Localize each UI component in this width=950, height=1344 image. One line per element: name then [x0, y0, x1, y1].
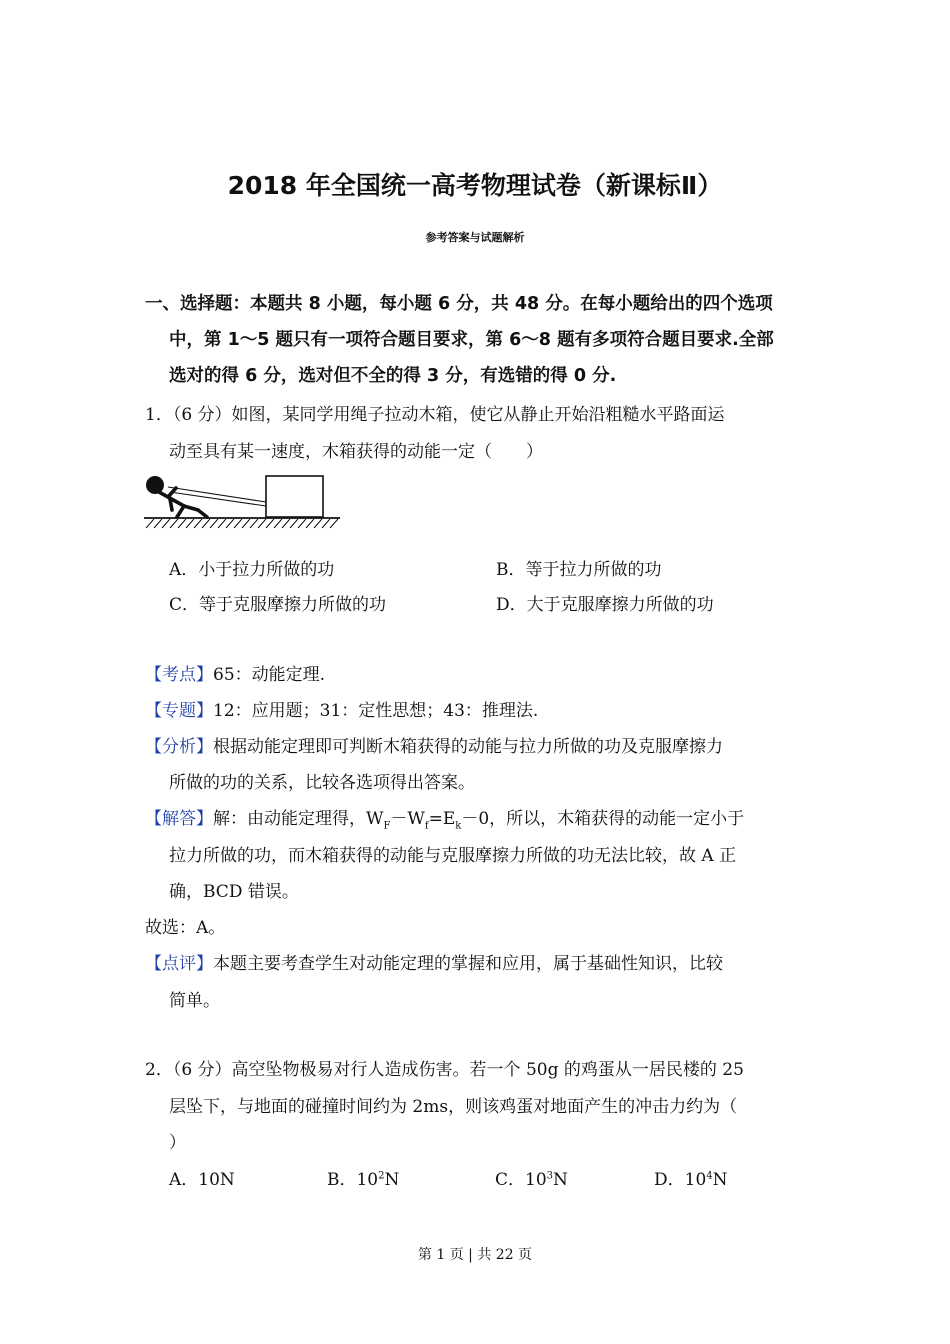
zhuanti-tag: 【专题】	[145, 701, 213, 721]
q2-option-b-base: B．10	[327, 1170, 379, 1190]
zhuanti-text: 12：应用题；31：定性思想；43：推理法.	[213, 701, 539, 721]
q1-answer: 故选：A。	[145, 918, 226, 938]
jieda-text-1g: －0，所以，木箱获得的动能一定小于	[461, 809, 745, 829]
jieda-text-1a: 解：由动能定理得，W	[213, 809, 384, 829]
q2-option-c-exp: 3	[546, 1170, 554, 1182]
dianping-tag: 【点评】	[145, 954, 213, 974]
q1-zhuanti	[145, 696, 538, 721]
q1-stem-line-2: 动至具有某一速度，木箱获得的动能一定（ ）	[169, 442, 543, 462]
kaodian-tag: 【考点】	[145, 665, 213, 685]
q1-fenxi-line-2: 所做的功的关系，比较各选项得出答案。	[169, 773, 475, 793]
document-subtitle: 参考答案与试题解析	[425, 231, 525, 244]
q1-figure-person-pulling-box	[140, 470, 344, 532]
q2-stem-line-1: 2．（6 分）高空坠物极易对行人造成伤害。若一个 50g 的鸡蛋从一居民楼的 25	[145, 1060, 744, 1080]
section-intro-line-3: 选对的得 6 分，选对但不全的得 3 分，有选错的得 0 分.	[169, 366, 617, 386]
wooden-box	[266, 476, 323, 517]
q2-option-d-unit: N	[712, 1170, 728, 1190]
q1-option-b: B．等于拉力所做的功	[496, 560, 662, 580]
jieda-text-1e: =E	[428, 809, 456, 829]
q1-jieda	[145, 804, 744, 831]
document-title: 2018 年全国统一高考物理试卷（新课标Ⅱ）	[227, 171, 723, 200]
q1-dianping	[145, 949, 723, 974]
q2-option-b-unit: N	[384, 1170, 400, 1190]
page-footer: 第 1 页 | 共 22 页	[417, 1247, 533, 1263]
q2-option-b-exp: 2	[378, 1170, 385, 1182]
q2-option-a: A．10N	[169, 1170, 235, 1190]
jieda-sub-k: k	[455, 820, 462, 832]
q1-option-a: A．小于拉力所做的功	[169, 560, 335, 580]
q2-option-b	[327, 1165, 399, 1190]
section-intro-line-1: 一、选择题：本题共 8 小题，每小题 6 分，共 48 分。在每小题给出的四个选项	[145, 294, 773, 314]
q1-jieda-line-2: 拉力所做的功，而木箱获得的动能与克服摩擦力所做的功无法比较，故 A 正	[169, 846, 737, 866]
q2-option-d-exp: 4	[706, 1170, 713, 1182]
q1-option-c: C．等于克服摩擦力所做的功	[169, 595, 387, 615]
q1-jieda-line-3: 确，BCD 错误。	[169, 882, 299, 902]
jieda-text-1c: －W	[390, 809, 425, 829]
rope	[168, 487, 266, 502]
q1-dianping-line-2: 简单。	[169, 991, 220, 1011]
stick-figure-head	[146, 476, 164, 494]
jieda-tag: 【解答】	[145, 809, 213, 829]
q1-fenxi	[145, 732, 723, 757]
fenxi-text-1: 根据动能定理即可判断木箱获得的动能与拉力所做的功及克服摩擦力	[213, 737, 723, 757]
q2-stem-line-2: 层坠下，与地面的碰撞时间约为 2ms，则该鸡蛋对地面产生的冲击力约为（	[169, 1097, 738, 1117]
q2-option-c	[495, 1165, 568, 1190]
q1-stem-line-1: 1．（6 分）如图，某同学用绳子拉动木箱，使它从静止开始沿粗糙水平路面运	[145, 405, 725, 425]
dianping-text-1: 本题主要考查学生对动能定理的掌握和应用，属于基础性知识，比较	[213, 954, 723, 974]
kaodian-text: 65：动能定理.	[213, 665, 326, 685]
fenxi-tag: 【分析】	[145, 737, 213, 757]
jieda-sub-f-lower: f	[424, 820, 429, 832]
q2-option-d	[654, 1165, 728, 1190]
jieda-sub-f: F	[383, 820, 391, 832]
q2-option-c-base: C．10	[495, 1170, 547, 1190]
ground-hatch	[146, 519, 338, 528]
q1-kaodian	[145, 660, 325, 685]
section-intro-line-2: 中，第 1～5 题只有一项符合题目要求，第 6～8 题有多项符合题目要求.全部	[169, 330, 774, 350]
q2-stem-line-3: ）	[169, 1133, 186, 1153]
q2-option-c-unit: N	[553, 1170, 568, 1190]
q1-option-d: D．大于克服摩擦力所做的功	[496, 595, 714, 615]
q2-option-d-base: D．10	[654, 1170, 707, 1190]
